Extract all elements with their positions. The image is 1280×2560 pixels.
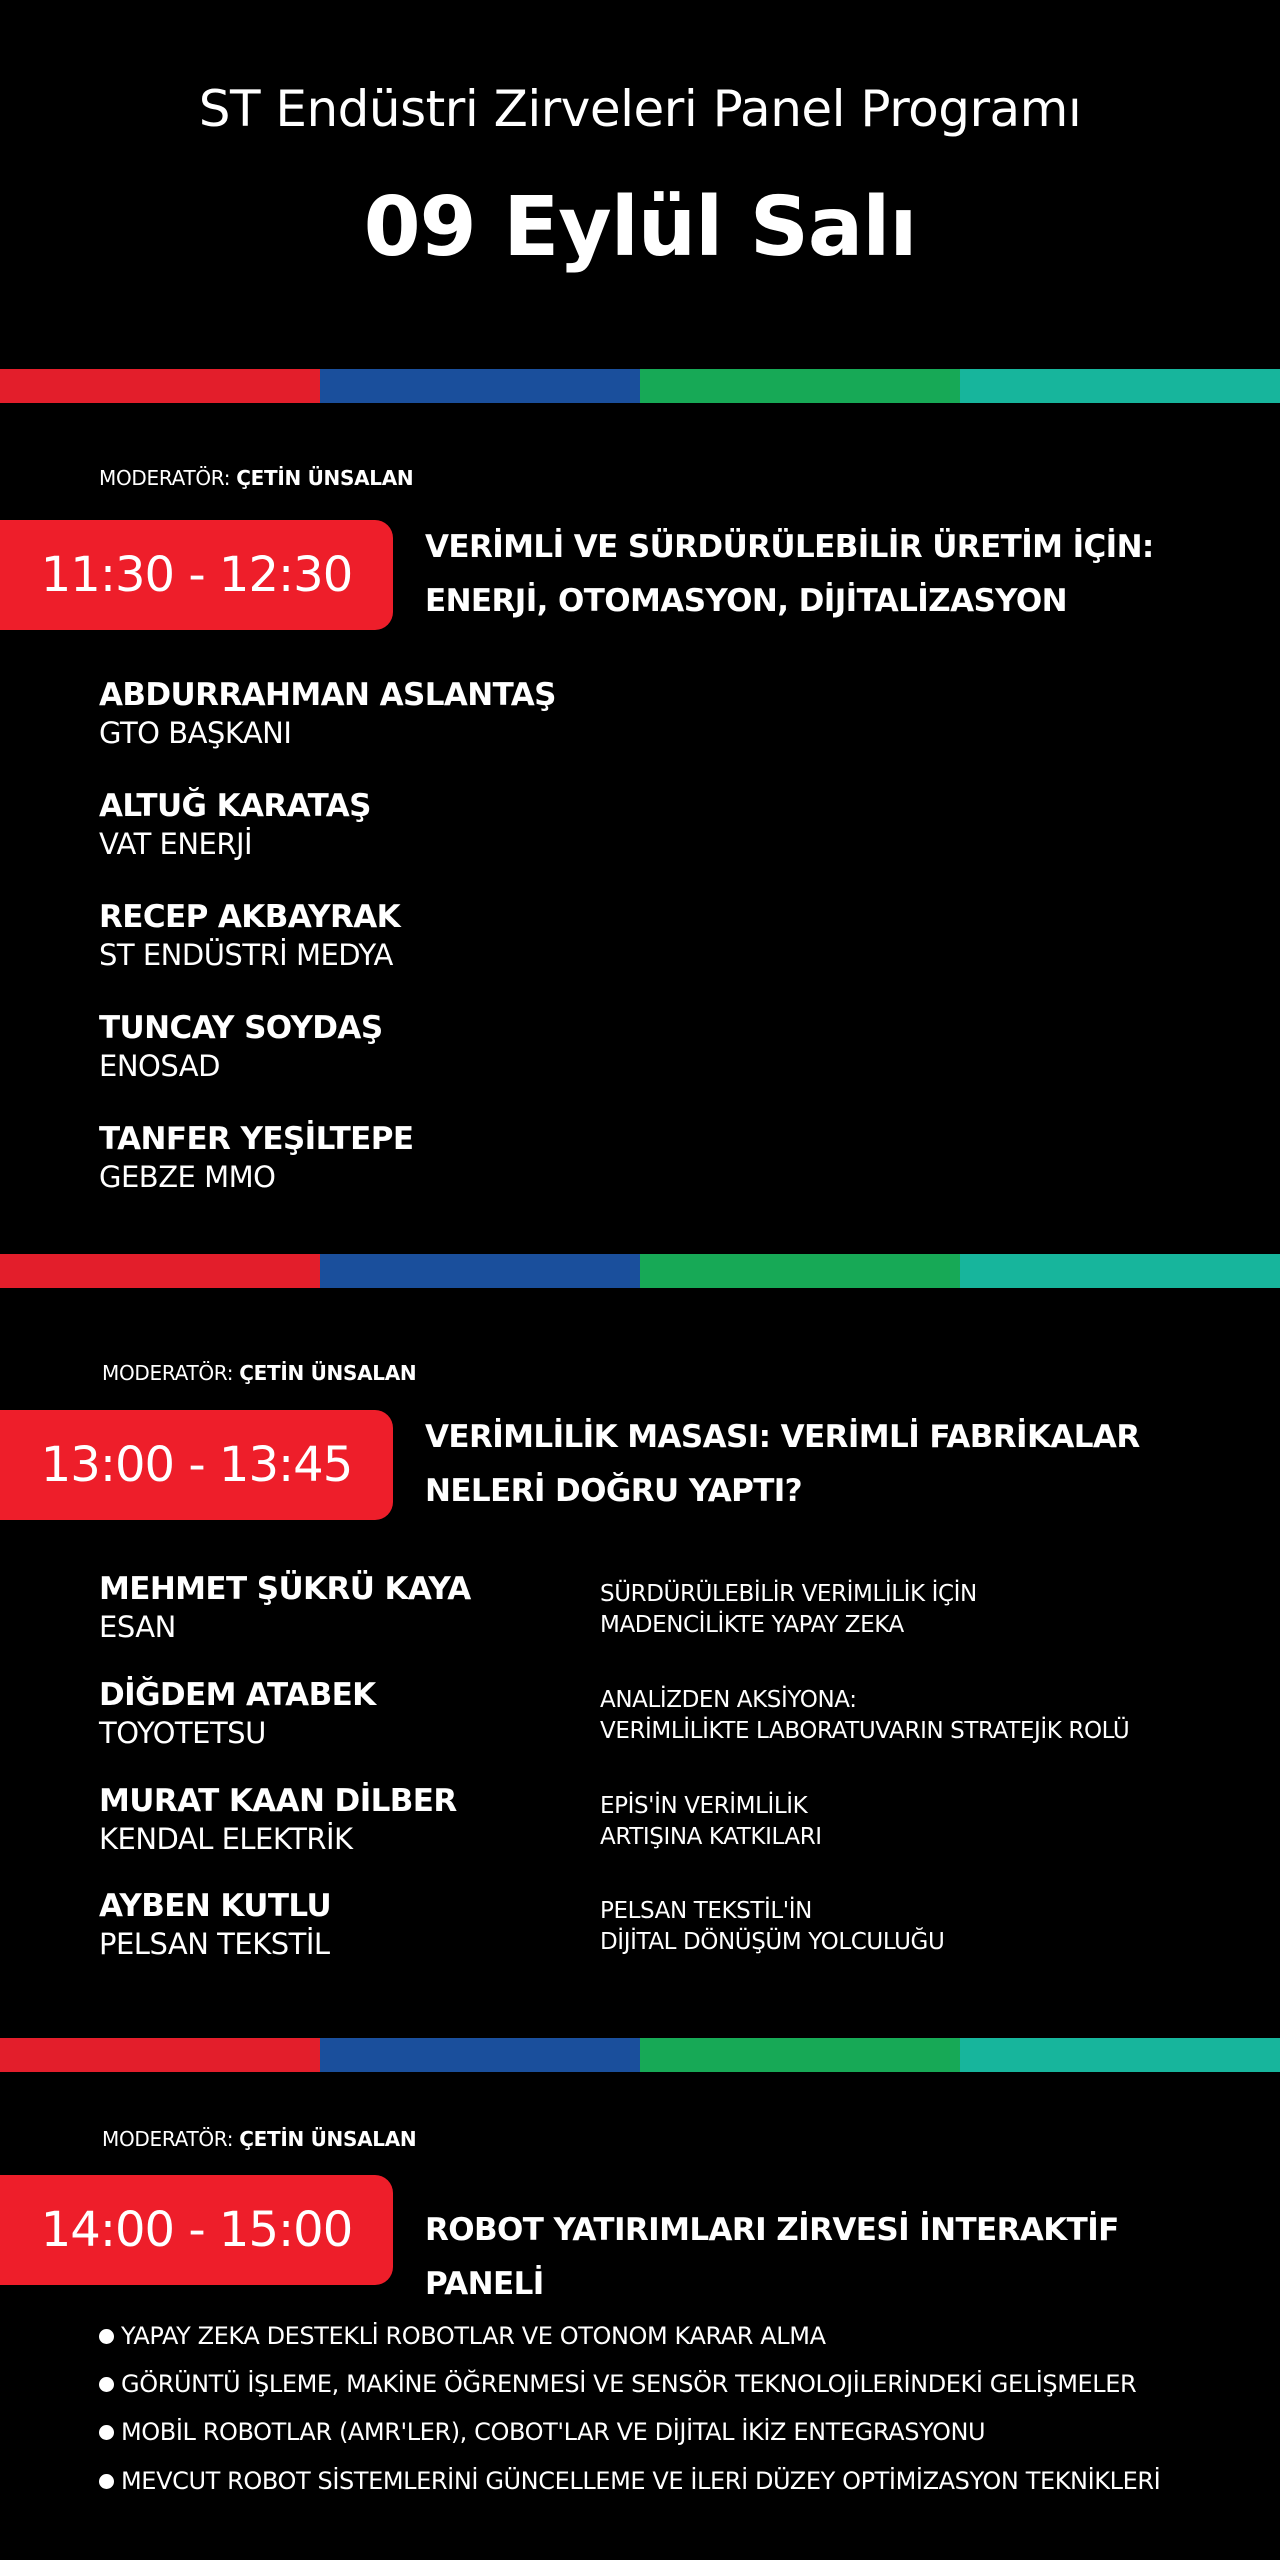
event-date: 09 Eylül Salı <box>363 180 917 275</box>
session-title-line: VERİMLİ VE SÜRDÜRÜLEBİLİR ÜRETİM İÇİN: <box>425 529 1154 565</box>
speaker-item <box>99 1009 579 1085</box>
talk-topic <box>600 1896 1260 1958</box>
speaker-item <box>99 787 579 863</box>
speaker-item <box>99 676 579 752</box>
speaker-item <box>99 1676 579 1752</box>
speaker-item <box>99 898 579 974</box>
moderator-line <box>102 1361 416 1385</box>
talk-topic <box>600 1791 1260 1853</box>
speaker-org: ESAN <box>99 1610 176 1644</box>
bullet-text: YAPAY ZEKA DESTEKLİ ROBOTLAR VE OTONOM KARAR ALMA <box>121 2322 826 2350</box>
bullet-text: GÖRÜNTÜ İŞLEME, MAKİNE ÖĞRENMESİ VE SENSÖR TEKNOLOJİLERİNDEKİ GELİŞMELER <box>121 2370 1137 2398</box>
stripe-green <box>640 2038 960 2072</box>
speaker-name: AYBEN KUTLU <box>99 1888 332 1924</box>
session-title-line: ROBOT YATIRIMLARI ZİRVESİ İNTERAKTİF PANELİ <box>425 2212 1119 2302</box>
speaker-item <box>99 1120 579 1196</box>
stripe-green <box>640 369 960 403</box>
session-title-line: VERİMLİLİK MASASI: VERİMLİ FABRİKALAR <box>425 1419 1140 1455</box>
talk-topic-line: PELSAN TEKSTİL'İN <box>600 1898 812 1924</box>
bullet-dot-icon <box>99 2329 114 2344</box>
speaker-org: PELSAN TEKSTİL <box>99 1927 330 1961</box>
moderator-name: ÇETİN ÜNSALAN <box>239 1361 417 1385</box>
stripe-red <box>0 369 320 403</box>
moderator-label: MODERATÖR: <box>99 466 231 490</box>
stripe-green <box>640 1254 960 1288</box>
session-title <box>425 520 1245 628</box>
speaker-item <box>99 1782 579 1858</box>
bullet-dot-icon <box>99 2377 114 2392</box>
speaker-org: GTO BAŞKANI <box>99 716 292 750</box>
talk-topic <box>600 1685 1260 1747</box>
stripe-teal <box>960 369 1280 403</box>
session-time-badge: 14:00 - 15:00 <box>0 2175 393 2285</box>
speaker-name: MURAT KAAN DİLBER <box>99 1783 457 1819</box>
stripe-teal <box>960 1254 1280 1288</box>
talk-topic-line: ANALİZDEN AKSİYONA: <box>600 1687 857 1713</box>
speaker-name: DİĞDEM ATABEK <box>99 1677 376 1713</box>
session-time-badge: 13:00 - 13:45 <box>0 1410 393 1520</box>
bullet-item <box>99 2418 1249 2446</box>
stripe-teal <box>960 2038 1280 2072</box>
session-time-badge: 11:30 - 12:30 <box>0 520 393 630</box>
bullet-text: MOBİL ROBOTLAR (AMR'LER), COBOT'LAR VE DİJİTAL İKİZ ENTEGRASYONU <box>121 2418 986 2446</box>
moderator-line <box>102 2127 416 2151</box>
talk-topic-line: ARTIŞINA KATKILARI <box>600 1824 822 1850</box>
talk-topic-line: VERİMLİLİKTE LABORATUVARIN STRATEJİK ROLÜ <box>600 1718 1130 1744</box>
speaker-name: MEHMET ŞÜKRÜ KAYA <box>99 1571 471 1607</box>
color-stripe-divider <box>0 369 1280 403</box>
speaker-name: ALTUĞ KARATAŞ <box>99 788 371 824</box>
talk-topic-line: DİJİTAL DÖNÜŞÜM YOLCULUĞU <box>600 1929 945 1955</box>
session-title <box>425 2203 1245 2311</box>
speaker-name: TUNCAY SOYDAŞ <box>99 1010 383 1046</box>
bullet-dot-icon <box>99 2425 114 2440</box>
speaker-org: KENDAL ELEKTRİK <box>99 1822 353 1856</box>
talk-topic-line: EPİS'İN VERİMLİLİK <box>600 1793 808 1819</box>
page-title: ST Endüstri Zirveleri Panel Programı <box>198 80 1082 138</box>
talk-topic <box>600 1579 1260 1641</box>
bullet-item <box>99 2322 1249 2350</box>
speaker-org: ENOSAD <box>99 1049 220 1083</box>
bullet-item <box>99 2467 1249 2495</box>
color-stripe-divider <box>0 1254 1280 1288</box>
moderator-label: MODERATÖR: <box>102 2127 234 2151</box>
stripe-red <box>0 1254 320 1288</box>
bullet-text: MEVCUT ROBOT SİSTEMLERİNİ GÜNCELLEME VE İLERİ DÜZEY OPTİMİZASYON TEKNİKLERİ <box>121 2467 1161 2495</box>
moderator-line <box>99 466 413 490</box>
speaker-org: ST ENDÜSTRİ MEDYA <box>99 938 393 972</box>
bullet-item <box>99 2370 1249 2398</box>
speaker-name: TANFER YEŞİLTEPE <box>99 1121 414 1157</box>
speaker-name: RECEP AKBAYRAK <box>99 899 401 935</box>
talk-topic-line: MADENCİLİKTE YAPAY ZEKA <box>600 1612 904 1638</box>
moderator-name: ÇETİN ÜNSALAN <box>236 466 414 490</box>
bullet-dot-icon <box>99 2474 114 2489</box>
speaker-org: GEBZE MMO <box>99 1160 276 1194</box>
speaker-item <box>99 1887 579 1963</box>
session-title-line: NELERİ DOĞRU YAPTI? <box>425 1473 803 1509</box>
speaker-item <box>99 1570 579 1646</box>
stripe-blue <box>320 369 640 403</box>
moderator-name: ÇETİN ÜNSALAN <box>239 2127 417 2151</box>
color-stripe-divider <box>0 2038 1280 2072</box>
stripe-red <box>0 2038 320 2072</box>
stripe-blue <box>320 2038 640 2072</box>
stripe-blue <box>320 1254 640 1288</box>
talk-topic-line: SÜRDÜRÜLEBİLİR VERİMLİLİK İÇİN <box>600 1581 977 1607</box>
session-title-line: ENERJİ, OTOMASYON, DİJİTALİZASYON <box>425 583 1068 619</box>
moderator-label: MODERATÖR: <box>102 1361 234 1385</box>
speaker-name: ABDURRAHMAN ASLANTAŞ <box>99 677 556 713</box>
speaker-org: TOYOTETSU <box>99 1716 266 1750</box>
speaker-org: VAT ENERJİ <box>99 827 253 861</box>
session-title <box>425 1410 1245 1518</box>
